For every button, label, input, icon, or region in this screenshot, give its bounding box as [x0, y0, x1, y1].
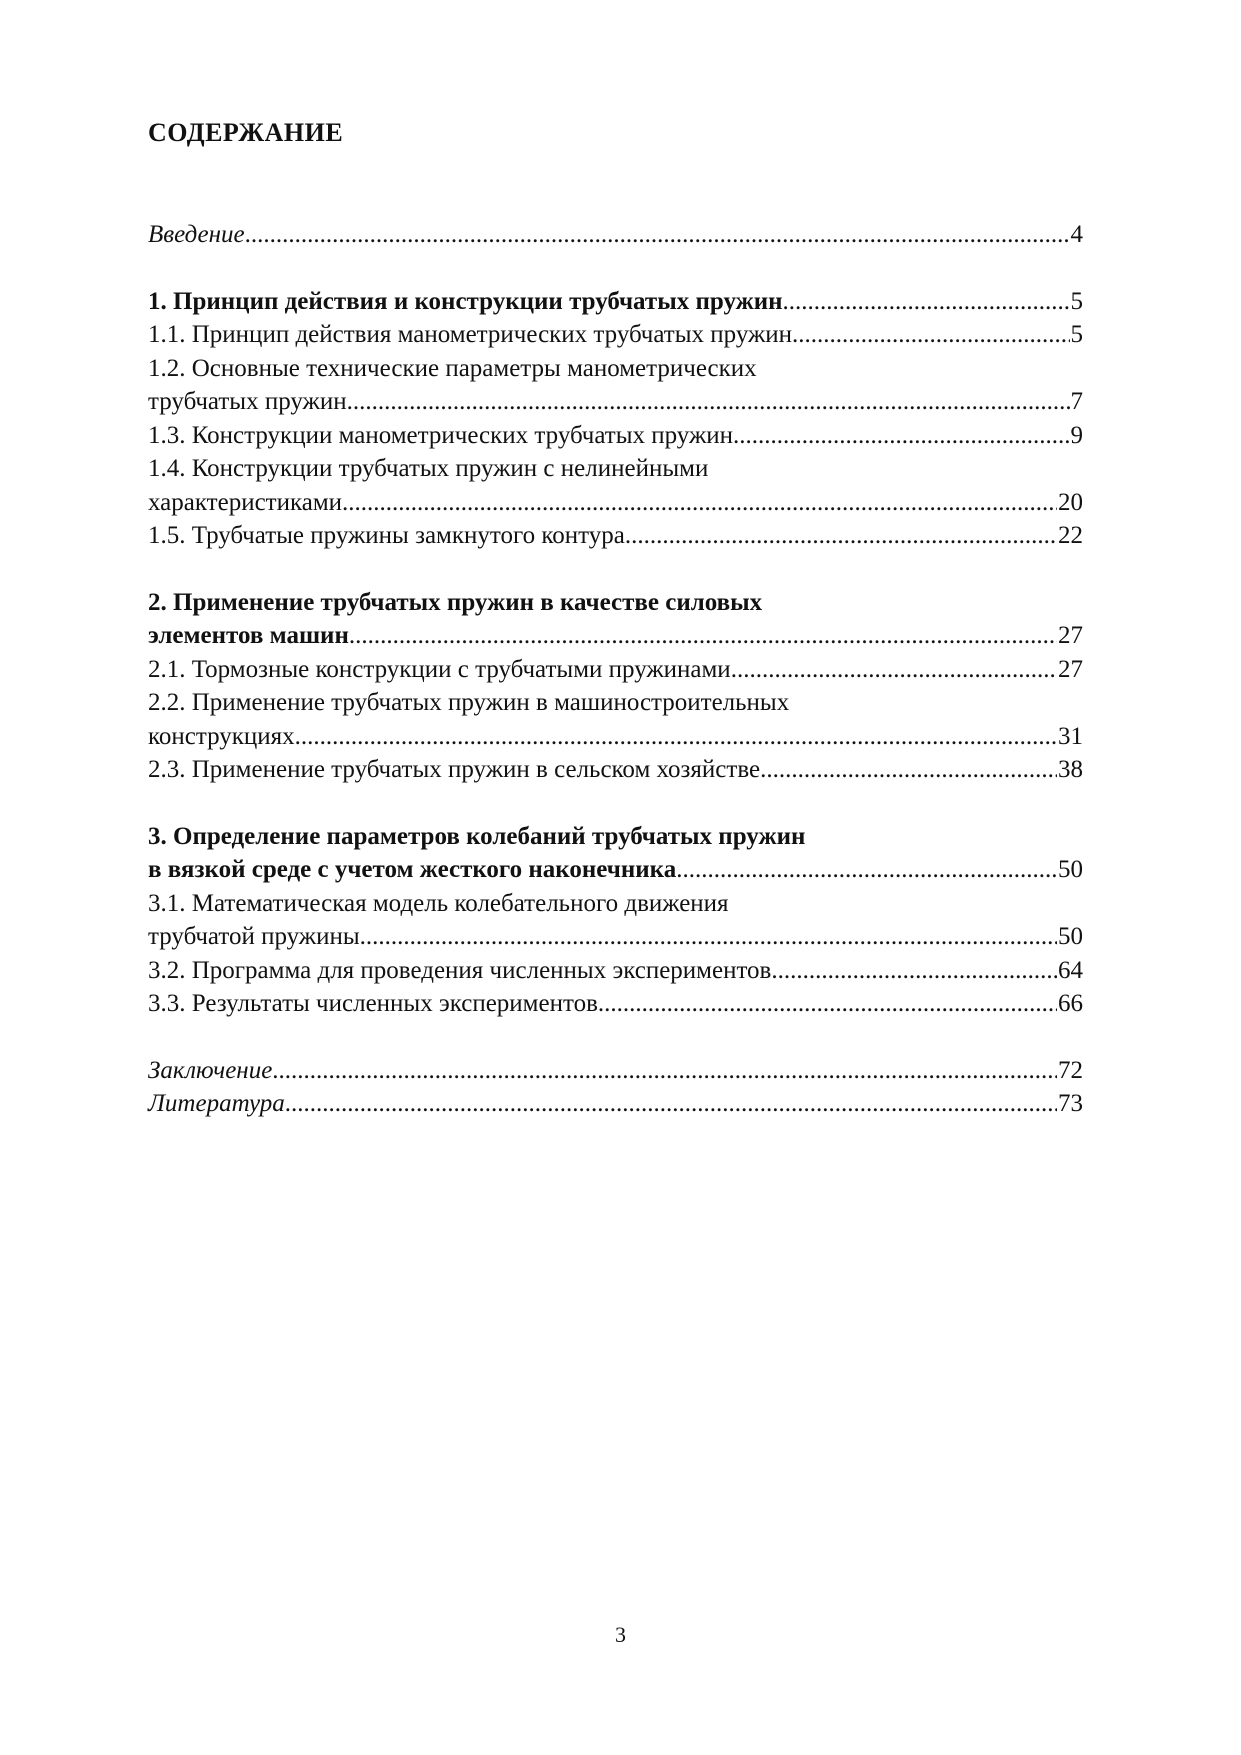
- toc-entry-title: характеристиками: [148, 488, 343, 516]
- page-title: СОДЕРЖАНИЕ: [148, 118, 344, 147]
- toc-entry-title: 3.2. Программа для проведения численных экспериментов: [148, 956, 772, 984]
- toc-entry-title: трубчатых пружин: [148, 388, 347, 415]
- toc-entry-title: 3.3. Результаты численных экспериментов: [148, 990, 598, 1017]
- toc-entry-title: в вязкой среде с учетом жесткого наконечника: [148, 856, 677, 883]
- toc-entry-title: Введение: [148, 221, 245, 248]
- dot-leader: [347, 385, 1070, 419]
- toc-entry-title: 1.3. Конструкции манометрических трубчатых пружин: [148, 421, 734, 449]
- dot-leader: [731, 653, 1057, 687]
- page-footer-number: 3: [615, 1622, 626, 1647]
- toc-page-number: 27: [1058, 622, 1083, 649]
- dot-leader: [342, 486, 1057, 520]
- toc-entry-3-2[interactable]: [148, 954, 1083, 988]
- toc-entry-1-1[interactable]: [148, 318, 1083, 352]
- toc-entry-title: 1. Принцип действия и конструкции трубчатых пружин: [148, 287, 783, 315]
- toc-entry-intro[interactable]: [148, 218, 1083, 252]
- dot-leader: [771, 954, 1057, 988]
- toc-page-number: 66: [1058, 990, 1083, 1017]
- toc-entry-title: 1.5. Трубчатые пружины замкнутого контура: [148, 522, 625, 549]
- toc-entry-2-2[interactable]: [148, 686, 1083, 753]
- toc-entry-literature[interactable]: [148, 1087, 1083, 1121]
- toc-page-number: 20: [1058, 488, 1083, 516]
- toc-entry-1-4[interactable]: [148, 452, 1083, 519]
- dot-leader: [245, 218, 1070, 252]
- toc-page-number: 50: [1058, 856, 1083, 883]
- dot-leader: [598, 987, 1057, 1021]
- toc-page-number: 5: [1070, 287, 1083, 315]
- toc-page-number: 9: [1070, 421, 1083, 449]
- dot-leader: [676, 853, 1057, 887]
- toc-page-number: 22: [1058, 522, 1083, 549]
- dot-leader: [295, 720, 1057, 754]
- dot-leader: [625, 519, 1057, 553]
- dot-leader: [349, 619, 1057, 653]
- toc-entry-title: 1.1. Принцип действия манометрических трубчатых пружин: [148, 321, 793, 348]
- toc-entry-title: трубчатой пружины: [148, 923, 360, 950]
- toc-entry-1-2[interactable]: [148, 352, 1083, 419]
- toc-section-3-heading[interactable]: [148, 820, 1083, 887]
- toc-entry-1-3[interactable]: [148, 419, 1083, 453]
- dot-leader: [783, 285, 1070, 319]
- toc-entry-2-3[interactable]: [148, 753, 1083, 787]
- toc-entry-title: 2.1. Тормозные конструкции с трубчатыми пружинами: [148, 655, 731, 683]
- table-of-contents: [148, 218, 1083, 1121]
- toc-page-number: 38: [1058, 756, 1083, 783]
- toc-entry-3-1[interactable]: [148, 887, 1083, 954]
- toc-page-number: 73: [1058, 1090, 1083, 1117]
- dot-leader: [733, 419, 1069, 453]
- toc-page-number: 7: [1070, 388, 1083, 415]
- toc-entry-2-1[interactable]: [148, 653, 1083, 687]
- toc-entry-title: Литература: [148, 1090, 285, 1117]
- toc-page-number: 50: [1058, 923, 1083, 950]
- toc-entry-title: 2.3. Применение трубчатых пружин в сельском хозяйстве: [148, 756, 761, 783]
- toc-page-number: 5: [1070, 321, 1083, 348]
- toc-entry-title: конструкциях: [148, 722, 295, 750]
- toc-entry-title-line1: 2.2. Применение трубчатых пружин в машиностроительных: [148, 689, 790, 716]
- toc-entry-title-line1: 1.2. Основные технические параметры манометрических: [148, 354, 757, 382]
- dot-leader: [760, 753, 1057, 787]
- dot-leader: [272, 1054, 1057, 1088]
- toc-page-number: 31: [1058, 722, 1083, 750]
- toc-entry-title: Заключение: [148, 1056, 273, 1084]
- toc-page-number: 27: [1058, 655, 1083, 683]
- dot-leader: [285, 1087, 1057, 1121]
- toc-page-number: 64: [1058, 956, 1083, 984]
- toc-section-1-heading[interactable]: [148, 285, 1083, 319]
- dot-leader: [792, 318, 1069, 352]
- toc-entry-title: элементов машин: [148, 622, 349, 649]
- toc-entry-conclusion[interactable]: [148, 1054, 1083, 1088]
- toc-entry-title-line1: 3. Определение параметров колебаний трубчатых пружин: [148, 822, 806, 850]
- toc-page-number: 4: [1070, 221, 1083, 248]
- toc-entry-1-5[interactable]: [148, 519, 1083, 553]
- toc-entry-title-line1: 1.4. Конструкции трубчатых пружин с нелинейными: [148, 455, 709, 482]
- toc-entry-3-3[interactable]: [148, 987, 1083, 1021]
- dot-leader: [360, 920, 1057, 954]
- toc-page-number: 72: [1058, 1056, 1083, 1084]
- toc-section-2-heading[interactable]: [148, 586, 1083, 653]
- toc-entry-title-line1: 2. Применение трубчатых пружин в качестве силовых: [148, 588, 763, 616]
- toc-entry-title-line1: 3.1. Математическая модель колебательного движения: [148, 889, 729, 917]
